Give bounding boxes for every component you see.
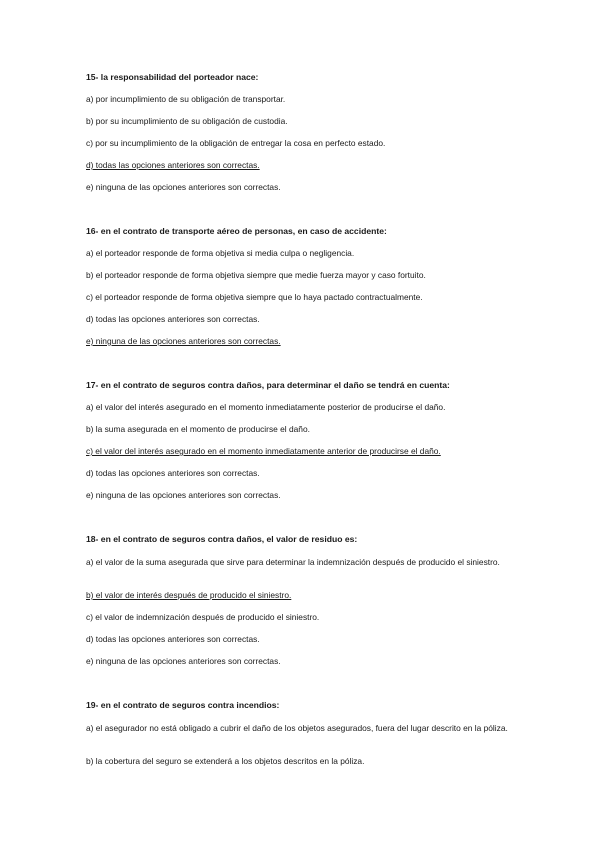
option-a: a) el asegurador no está obligado a cubrir el daño de los objetos asegurados, fuera del lugar descrito en la póliza. (86, 723, 508, 733)
option-e-underlined: e) ninguna de las opciones anteriores son correctas. (86, 336, 281, 346)
option-a: a) el valor de la suma asegurada que sirve para determinar la indemnización después de producido el siniestro. (86, 557, 500, 567)
option-e: e) ninguna de las opciones anteriores son correctas. (86, 182, 281, 192)
option-d: d) todas las opciones anteriores son correctas. (86, 468, 260, 478)
option-b: b) el porteador responde de forma objetiva siempre que medie fuerza mayor y caso fortuito. (86, 270, 426, 280)
option-c-underlined: c) el valor del interés asegurado en el momento inmediatamente anterior de producirse el daño. (86, 446, 441, 456)
option-b: b) la cobertura del seguro se extenderá a los objetos descritos en la póliza. (86, 756, 365, 766)
option-a: a) por incumplimiento de su obligación de transportar. (86, 94, 286, 104)
option-d-underlined: d) todas las opciones anteriores son correctas. (86, 160, 260, 170)
option-e: e) ninguna de las opciones anteriores son correctas. (86, 656, 281, 666)
option-b: b) la suma asegurada en el momento de producirse el daño. (86, 424, 310, 434)
question-title: 16- en el contrato de transporte aéreo de personas, en caso de accidente: (86, 226, 387, 236)
question-title: 17- en el contrato de seguros contra daños, para determinar el daño se tendrá en cuenta: (86, 380, 450, 390)
option-a: a) el valor del interés asegurado en el momento inmediatamente posterior de producirse el daño. (86, 402, 446, 412)
option-b-underlined: b) el valor de interés después de producido el siniestro. (86, 590, 292, 600)
option-c: c) el valor de indemnización después de producido el siniestro. (86, 612, 320, 622)
question-19 (86, 700, 526, 711)
question-title: 19- en el contrato de seguros contra incendios: (86, 700, 280, 710)
option-b: b) por su incumplimiento de su obligación de custodia. (86, 116, 288, 126)
question-title: 15- la responsabilidad del porteador nace: (86, 72, 259, 82)
option-c: c) por su incumplimiento de la obligación de entregar la cosa en perfecto estado. (86, 138, 386, 148)
option-d: d) todas las opciones anteriores son correctas. (86, 634, 260, 644)
question-title: 18- en el contrato de seguros contra daños, el valor de residuo es: (86, 534, 358, 544)
option-c: c) el porteador responde de forma objetiva siempre que lo haya pactado contractualmente. (86, 292, 423, 302)
option-d: d) todas las opciones anteriores son correctas. (86, 314, 260, 324)
question-17 (86, 380, 526, 391)
option-a: a) el porteador responde de forma objetiva si media culpa o negligencia. (86, 248, 355, 258)
question-15 (86, 72, 526, 83)
question-16 (86, 226, 526, 237)
question-18 (86, 534, 526, 545)
option-e: e) ninguna de las opciones anteriores son correctas. (86, 490, 281, 500)
